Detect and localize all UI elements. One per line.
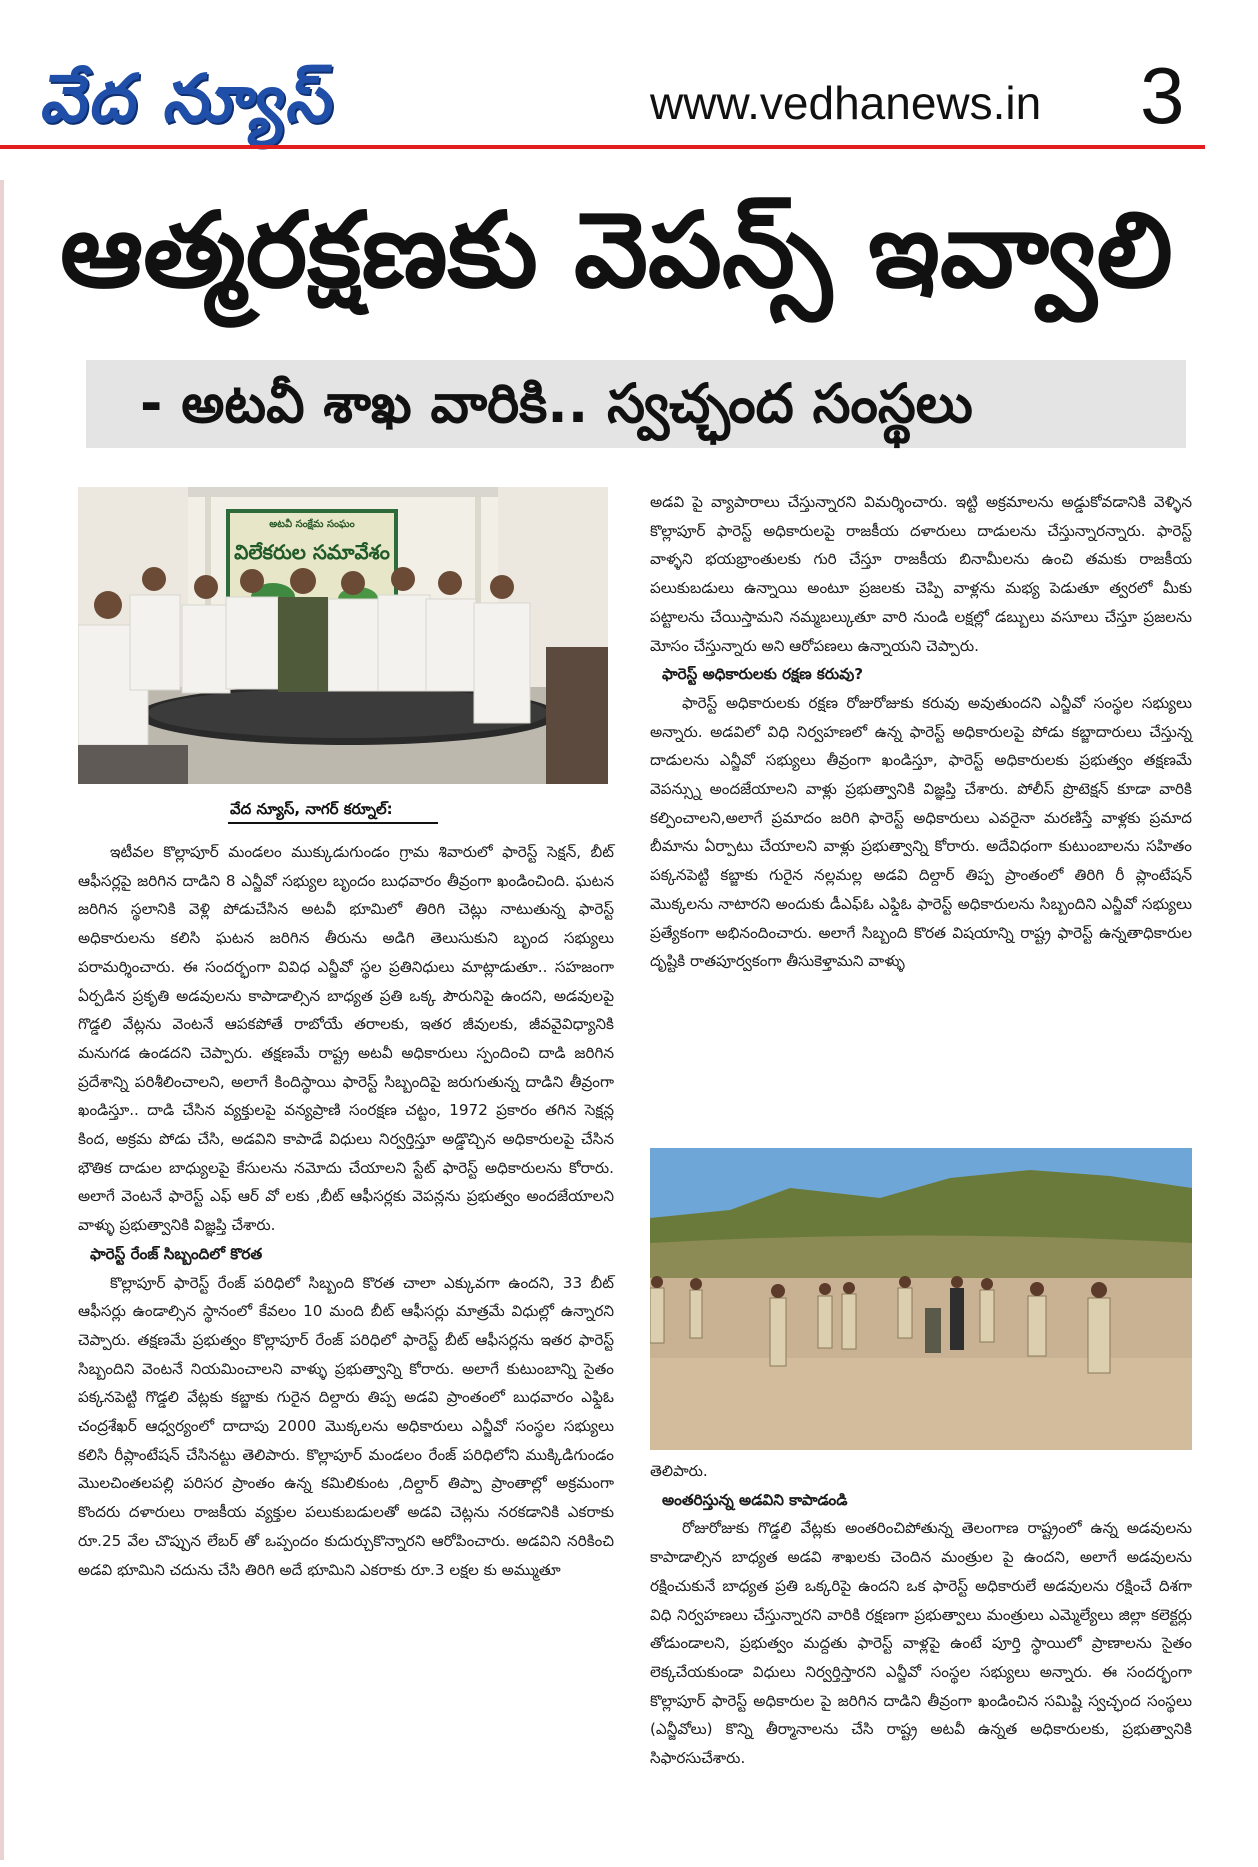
photo-caption: వేద న్యూస్, నాగర్ కర్నూల్: xyxy=(230,800,393,818)
paragraph: ఇటీవల కొల్లాపూర్ మండలం ముక్కుడుగుండం గ్రామ శివారులో ఫారెస్ట్ సెక్షన్, బీట్ ఆఫీసర్లపై జరిగిన దాడిని 8 ఎన్జీవో సభ్యుల బృందం బుధవారం తీవ్రంగా ఖండించింది. ఘటన జరిగిన స్థలానికి వెళ్లి పోడుచేసిన అటవీ భూమిలో తిరిగి చెట్లు నాటుతున్న ఫారెస్ట్ అధికారులను కలిసి ఘటన జరిగిన తీరును అడిగి తెలుసుకుని బృంద సభ్యులు పరామర్శించారు. ఈ సందర్భంగా వివిధ ఎన్జీవో స్థల ప్రతినిధులు మాట్లాడుతూ.. సహజంగా ఏర్పడిన ప్రకృతి అడవులను కాపాడాల్సిన బాధ్యత ప్రతి ఒక్క పౌరునిపై ఉందని, అడవులపై గొడ్డలి వేట్లను వెంటనే ఆపకపోతే రాబోయే తరాలకు, ఇతర జీవులకు, జీవవైవిధ్యానికి మనుగడ ఉండదని చెప్పారు. తక్షణమే రాష్ట్ర అటవీ అధికారులు స్పందించి దాడి జరిగిన ప్రదేశాన్ని పరిశీలించాలని, అలాగే కిందిస్థాయి ఫారెస్ట్ సిబ్బందిపై జరుగుతున్న దాడిని తీవ్రంగా ఖండిస్తూ.. దాడి చేసిన వ్యక్తులపై వన్యప్రాణి సంరక్షణ చట్టం, 1972 ప్రకారం తగిన సెక్షన్ల కింద, అక్రమ పోడు చేసి, అడవిని కాపాడే విధులు నిర్వర్తిస్తూ అడ్డొచ్చిన అధికారులపై చేసిన భౌతిక దాడుల బాధ్యులపై కేసులను నమోదు చేయాలని స్టేట్ ఫారెస్ట్ అధికారులను కోరారు. అలాగే వెంటనే ఫారెస్ట్ ఎఫ్ ఆర్ వో లకు ,బీట్ ఆఫీసర్లకు వెపన్లను ప్రభుత్వం అందజేయాలని వాళ్ళు ప్రభుత్వానికి విజ్ఞప్తి చేశారు. xyxy=(78,843,614,1235)
left-margin-rule xyxy=(0,180,4,1860)
paragraph: రోజురోజుకు గొడ్డలి వేట్లకు అంతరించిపోతున్న తెలంగాణ రాష్ట్రంలో ఉన్న అడవులను కాపాడాల్సిన బాధ్యత అడవి శాఖలకు చెందిన మంత్రుల పై ఉందని, అలాగే అడవులను రక్షించుకునే బాధ్యత ప్రతి ఒక్కరిపై ఉందని ఒక ఫారెస్ట్ అధికారులే అడవులను రక్షించే దిశగా విధి నిర్వహణలు చేస్తున్నారని వారికి రక్షణగా ప్రభుత్వాలు మంత్రులు ఎమ్మెల్యేలు జిల్లా కలెక్టర్లు తోడుండాలని, ప్రభుత్వం మద్దతు ఫారెస్ట్ వాళ్లపై ఉంటే పూర్తి స్థాయిలో ప్రాణాలను సైతం లెక్కచేయకుండా విధులు నిర్వర్తిస్తారని ఎన్జీవో సంస్థల సభ్యులు అన్నారు. ఈ సందర్భంగా కొల్లాపూర్ ఫారెస్ట్ అధికారుల పై జరిగిన దాడిని తీవ్రంగా ఖండించిన సమిష్టి స్వచ్ఛంద సంస్థలు (ఎన్జీవోలు) కొన్ని తీర్మానాలను చేసి రాష్ట్ర అటవీ ఉన్నత అధికారులకు, ప్రభుత్వానికి సిఫారసుచేశారు. xyxy=(650,1519,1192,1768)
masthead-rule xyxy=(0,145,1205,149)
plantation-photo xyxy=(650,1148,1192,1450)
caption-underline xyxy=(228,822,438,824)
paragraph: తెలిపారు. xyxy=(650,1462,708,1480)
article-column-2-bottom xyxy=(650,1457,1192,1773)
headline: ఆత్మరక్షణకు వెపన్స్ ఇవ్వాలి xyxy=(60,189,1173,311)
article-column-1 xyxy=(78,838,614,1584)
paragraph: ఫారెస్ట్ అధికారులకు రక్షణ రోజురోజుకు కరువు అవుతుందని ఎన్జీవో సంస్థల సభ్యులు అన్నారు. అడవిలో విధి నిర్వహణలో ఉన్న ఫారెస్ట్ అధికారులపై పోడు కబ్జాదారులు చేస్తున్న దాడులను ఎన్జీవో సభ్యులు తీవ్రంగా ఖండిస్తూ, ఫారెస్ట్ అధికారులకు ప్రభుత్వం తక్షణమే వెపన్స్ను అందజేయాలని వాళ్లు ప్రభుత్వానికి విజ్ఞప్తి చేశారు. పోలీస్ ప్రొటెక్షన్ కూడా వారికి కల్పించాలని,అలాగే ప్రమాదం జరిగి ఫారెస్ట్ అధికారులు ఎవరైనా మరణిస్తే వాళ్లకు ప్రమాద బీమాను ఏర్పాటు చేయాలని వాళ్లు ప్రభుత్వాన్ని కోరారు. అదేవిధంగా కుటుంబాలను సహితం పక్కనపెట్టి కబ్జాకు గురైన నల్లమల్ల అడవి దిల్దార్ తిప్ప ప్రాంతంలో తిరిగి రీ ప్లాంటేషన్ మొక్కలను నాటారని అందుకు డీఎఫ్ఓ ఎఫ్డిఓ ఫారెస్ట్ అధికారులను సిబ్బందిని ఎన్జీవో సభ్యులు ప్రత్యేకంగా అభినందించారు. అలాగే సిబ్బంది కొరత విషయాన్ని రాష్ట్ర ఫారెస్ట్ ఉన్నతాధికారుల దృష్టికి రాతపూర్వకంగా తీసుకెళ్తామని వాళ్ళు xyxy=(650,693,1192,971)
section-subheading: ఫారెస్ట్ అధికారులకు రక్షణ కరువు? xyxy=(662,665,864,684)
paragraph: అడవి పై వ్యాపారాలు చేస్తున్నారని విమర్శించారు. ఇట్టి అక్రమాలను అడ్డుకోవడానికి వెళ్ళిన కొల్లాపూర్ ఫారెస్ట్ అధికారులపై రాజకీయ దళారులు దాడులను చేస్తున్నారన్నారు. ఫారెస్ట్ వాళ్ళని భయభ్రాంతులకు గురి చేస్తూ రాజకీయ బినామీలను ఉంచి తమకు రాజకీయ పలుకుబడులు ఉన్నాయి అంటూ ప్రజలకు చెప్పి వాళ్లను మభ్య పెడుతూ త్వరలో మీకు పట్టాలను చేయిస్తామని నమ్మబల్కుతూ వారి నుండి లక్షల్లో డబ్బులు వసూలు చేస్తూ ప్రజలను మోసం చేస్తున్నారు అని ఆరోపణలు ఉన్నాయని చెప్పారు. xyxy=(650,493,1192,655)
website-url[interactable]: www.vedhanews.in xyxy=(650,77,1042,129)
page-number: 3 xyxy=(1140,51,1185,140)
masthead xyxy=(0,0,1258,160)
subheadline: - అటవీ శాఖ వారికి.. స్వచ్ఛంద సంస్థలు xyxy=(140,372,973,435)
section-subheading: అంతరిస్తున్న అడవిని కాపాడండి xyxy=(662,1490,848,1509)
banner-line1: అటవీ సంక్షేమ సంఘం xyxy=(269,519,355,530)
banner-line2: విలేకరుల సమావేశం xyxy=(234,540,390,564)
press-meet-photo xyxy=(78,487,608,784)
article-column-2-top xyxy=(650,488,1192,976)
newspaper-logo: వేద న్యూస్ xyxy=(37,60,343,137)
paragraph: కొల్లాపూర్ ఫారెస్ట్ రేంజ్ పరిధిలో సిబ్బంది కొరత చాలా ఎక్కువగా ఉందని, 33 బీట్ ఆఫీసర్లు ఉండాల్సిన స్థానంలో కేవలం 10 మంది బీట్ ఆఫీసర్లు మాత్రమే విధుల్లో ఉన్నారని చెప్పారు. తక్షణమే ప్రభుత్వం కొల్లాపూర్ రేంజ్ పరిధిలో ఫారెస్ట్ బీట్ ఆఫీసర్లను ఇతర ఫారెస్ట్ సిబ్బందిని వెంటనే నియమించాలని వాళ్ళు ప్రభుత్వాన్ని కోరారు. అలాగే కుటుంబాన్ని సైతం పక్కనపెట్టి గొడ్డలి వేట్లకు కబ్జాకు గురైన దిల్దారు తిప్ప అడవి ప్రాంతంలో బుధవారం ఎఫ్డిఓ చంద్రశేఖర్ ఆధ్వర్యంలో దాదాపు 2000 మొక్కలను అధికారులు ఎన్జీవో సంస్థల సభ్యులు కలిసి రీప్లాంటేషన్ చేసినట్టు తెలిపారు. కొల్లాపూర్ మండలం రేంజ్ పరిధిలోని ముక్కిడిగుండం మొలచింతలపల్లి పరిసర ప్రాంతం ఉన్న కమిలికుంట ,దిల్దార్ తిప్పా ప్రాంతాల్లో అక్రమంగా కొందరు దళారులు రాజకీయ వ్యక్తుల పలుకుబడులతో అడవి చెట్లను నరకడానికి ఎకరాకు రూ.25 వేల చొప్పున లేబర్ తో ఒప్పందం కుదుర్చుకొన్నారని ఆరోపించారు. అడవిని నరికించి అడవి భూమిని చదును చేసి తిరిగి అదే భూమిని ఎకరాకు రూ.3 లక్షల కు అమ్ముతూ xyxy=(78,1273,614,1579)
section-subheading: ఫారెస్ట్ రేంజ్ సిబ్బందిలో కొరత xyxy=(90,1244,263,1263)
